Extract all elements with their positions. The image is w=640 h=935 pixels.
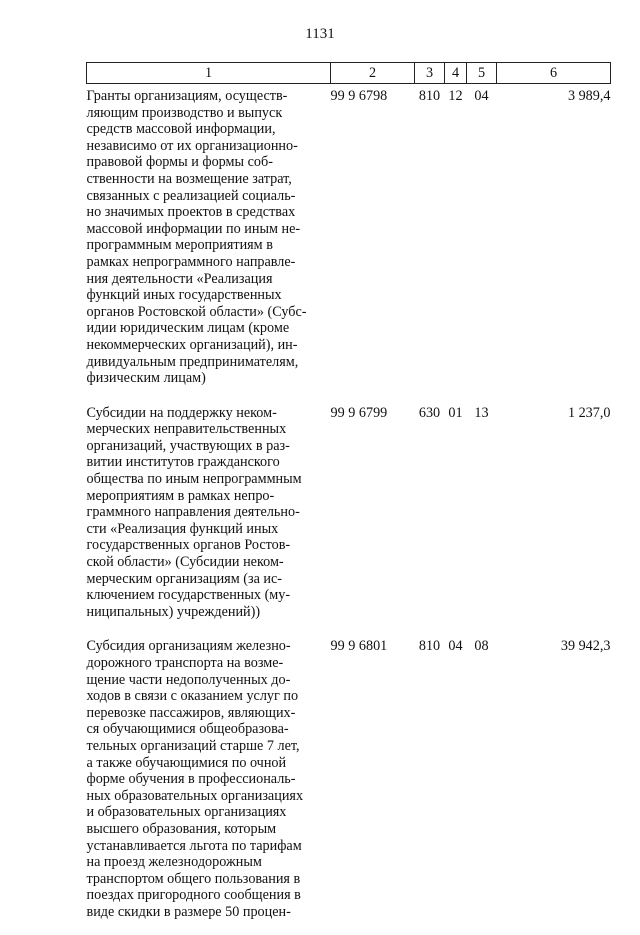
row-code: 99 9 6798 — [330, 88, 388, 104]
page-number: 1131 — [305, 26, 335, 42]
row-name: Субсидия организациям железно- дорожного транспорта на возме- щение части недополученных до- ходов в связи с оказанием услуг по перевозке пассажиров, являющих- ся обучающимися общеобразова- тельных организаций старше 7 лет, а также обучающимися по очной форме обучения в профессиональ- ных образовательных организациях и образовательных организациях высшего образования, которым устанавливается льгота по тарифам на проезд железнодорожным транспортом общего пользования в поездах пригородного сообщения в виде скидки в размере 50 процен- — [86, 638, 304, 920]
row-code: 99 9 6801 — [330, 638, 388, 655]
header-col-pr: 5 — [467, 63, 497, 84]
row-vr: 810 — [418, 88, 441, 104]
row-rz: 01 — [448, 404, 463, 421]
header-col-code: 2 — [331, 63, 415, 84]
header-col-sum: 6 — [497, 63, 611, 84]
budget-table — [86, 62, 611, 935]
table-row — [87, 634, 611, 934]
row-name: Субсидии на поддержку неком- мерческих неправительственных организаций, участвующих в раз- витии институтов гражданского общества по иным непрограммным мероприятиям в рамках непро- граммного направления деятельно- сти «Реализация функций иных государственных органов Ростов- ской области» (Субсидии неком- мерческим организациям (за ис- ключением государственных (му- ниципальных) учреждений)) — [86, 404, 302, 620]
row-sum: 3 989,4 — [567, 88, 611, 104]
row-vr: 630 — [418, 404, 441, 421]
table-row — [87, 84, 611, 401]
header-col-vr: 3 — [415, 63, 445, 84]
row-pr: 13 — [474, 404, 489, 421]
row-pr: 04 — [474, 88, 489, 104]
header-col-name: 1 — [87, 63, 331, 84]
row-code: 99 9 6799 — [330, 404, 388, 421]
row-pr: 08 — [474, 638, 489, 655]
row-vr: 810 — [418, 638, 441, 655]
row-sum: 39 942,3 — [560, 638, 611, 655]
table-header-row — [87, 63, 611, 84]
row-sum: 1 237,0 — [567, 404, 611, 421]
row-rz: 12 — [448, 88, 463, 104]
row-rz: 04 — [448, 638, 463, 655]
row-name: Гранты организациям, осуществ- ляющим производство и выпуск средств массовой информации, независимо от их организационно- правовой формы и формы соб- ственности на возмещение затрат, связанных с реализацией социаль- но значимых проектов в средствах массовой информации по иным не- программным мероприятиям в рамках непрограммного направле- ния деятельности «Реализация функций иных государственных органов Ростовской области» (Субс- идии юридическим лицам (кроме некоммерческих организаций), ин- дивидуальным предпринимателям, физическим лицам) — [86, 88, 307, 387]
table-row — [87, 401, 611, 635]
header-col-rz: 4 — [445, 63, 467, 84]
